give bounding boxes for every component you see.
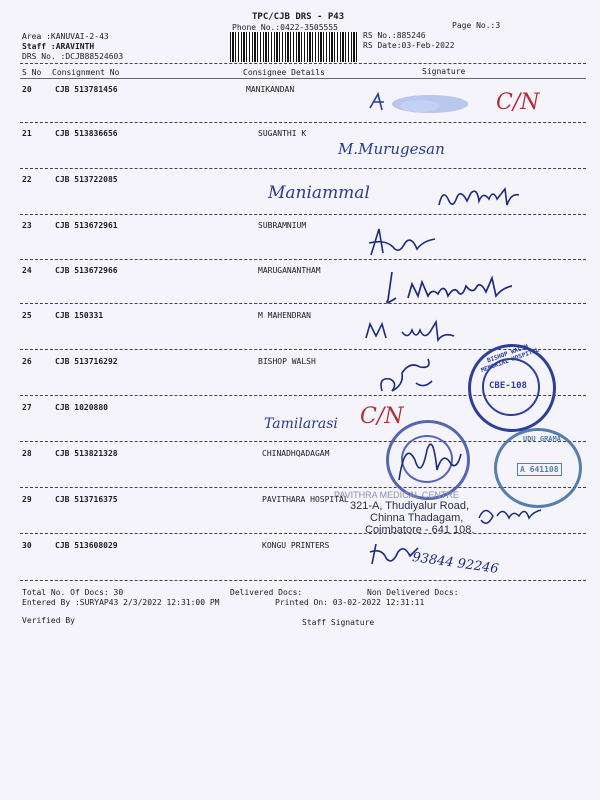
row-sno: 25 [22,311,32,320]
row-divider [20,441,586,442]
rs-number: RS No.:885246 [363,31,426,40]
row-consignment: CJB 513821328 [55,449,118,458]
col-consignee: Consignee Details [243,68,325,77]
row-consignee: M MAHENDRAN [258,311,311,320]
signature-29 [475,500,545,530]
col-signature: Signature [422,67,466,76]
report-title: TPC/CJB DRS - P43 [252,12,345,22]
drs-number: DRS No. :DCJB88524603 [22,52,124,61]
row-sno: 29 [22,495,32,504]
row-divider [20,122,586,123]
row-sno: 27 [22,403,32,412]
row-sno: 22 [22,175,32,184]
row-divider [20,214,586,215]
row-consignment: CJB 513608029 [55,541,118,550]
col-consignment: Consignment No [52,68,120,77]
row-sno: 21 [22,129,32,138]
entered-by: Entered By :SURYAP43 2/3/2022 12:31:00 PM [22,598,220,607]
row-consignment: CJB 513722085 [55,175,118,184]
row-sno: 26 [22,357,32,366]
row-consignment: CJB 513672961 [55,221,118,230]
row-divider [20,580,586,581]
area: Area :KANUVAI-2-43 [22,32,109,41]
signature-26 [376,355,446,399]
row-sno: 20 [22,85,32,94]
row-sno: 24 [22,266,32,275]
signature-22-tamil [435,183,525,211]
signature-24 [382,268,522,308]
row-consignee: MANIKANDAN [246,85,295,94]
bishop-stamp-text: BISHOP WALSH MEMORIAL HOSPITAL [480,343,541,375]
row-consignee: KONGU PRINTERS [262,541,330,550]
row-sno: 28 [22,449,32,458]
row-consignee: SUBRAMNIUM [258,221,307,230]
row-consignee: BISHOP WALSH [258,357,316,366]
row-consignment: CJB 513716292 [55,357,118,366]
row-consignment: CJB 513836656 [55,129,118,138]
delivered-docs: Delivered Docs: [230,588,303,597]
row-divider [20,259,586,260]
printed-on: Printed On: 03-02-2022 12:31:11 [275,598,425,607]
row-consignment: CJB 1020880 [55,403,108,412]
signature-23 [365,225,440,261]
staff-signature: Staff Signature [302,618,375,627]
header-divider [20,63,586,64]
columns-divider [20,78,586,79]
bishop-walsh-stamp [468,344,556,432]
barcode [230,32,358,62]
signature-25 [362,318,472,346]
row-consignment: CJB 513781456 [55,85,118,94]
row-consignee: SUGANTHI K [258,129,307,138]
pavithra-stamp-line4: Coimbatore - 641 108. [365,524,475,536]
signature-20-cn: C/N [496,90,540,115]
bishop-stamp-code: CBE-108 [489,381,527,391]
row-consignment: CJB 150331 [55,311,104,320]
row-consignee: PAVITHARA HOSPITAL [262,495,349,504]
signature-27-cn: C/N [360,404,404,429]
grama-stamp-code: A 641108 [517,463,562,476]
row-consignment: CJB 513716375 [55,495,118,504]
staff-name: ARAVINTH [55,42,95,51]
non-delivered-docs: Non Delivered Docs: [367,588,459,597]
row-consignee: MARUGANANTHAM [258,266,321,275]
staff-label: Staff : [22,42,56,51]
signature-28 [395,430,465,490]
total-docs: Total No. Of Docs: 30 [22,588,124,597]
grama-stamp-text: UDU GRAMA [523,435,561,443]
row-divider [20,533,586,534]
verified-by: Verified By [22,616,75,625]
phone-number: Phone No.:0422-3505555 [232,23,338,32]
col-sno: S No [22,68,42,77]
pavithra-stamp-line1: PAVITHRA MEDICAL CENTRE [334,490,459,500]
signature-22: Maniammal [268,183,370,203]
signature-21: M.Murugesan [338,140,445,158]
rs-date: RS Date:03-Feb-2022 [363,41,455,50]
grama-stamp [494,428,582,508]
row-consignment: CJB 513672966 [55,266,118,275]
row-sno: 30 [22,541,32,550]
signature-30-phone: 93844 92246 [411,550,500,577]
staff [22,42,94,51]
row-divider [20,168,586,169]
page-number: Page No.:3 [452,21,501,30]
pavithra-stamp-line3: Chinna Thadagam, [370,512,464,524]
signature-27: Tamilarasi [264,416,338,432]
row-sno: 23 [22,221,32,230]
pavithra-stamp-line2: 321-A, Thudiyalur Road, [350,500,470,512]
row-consignee: CHINADHQADAGAM [262,449,330,458]
